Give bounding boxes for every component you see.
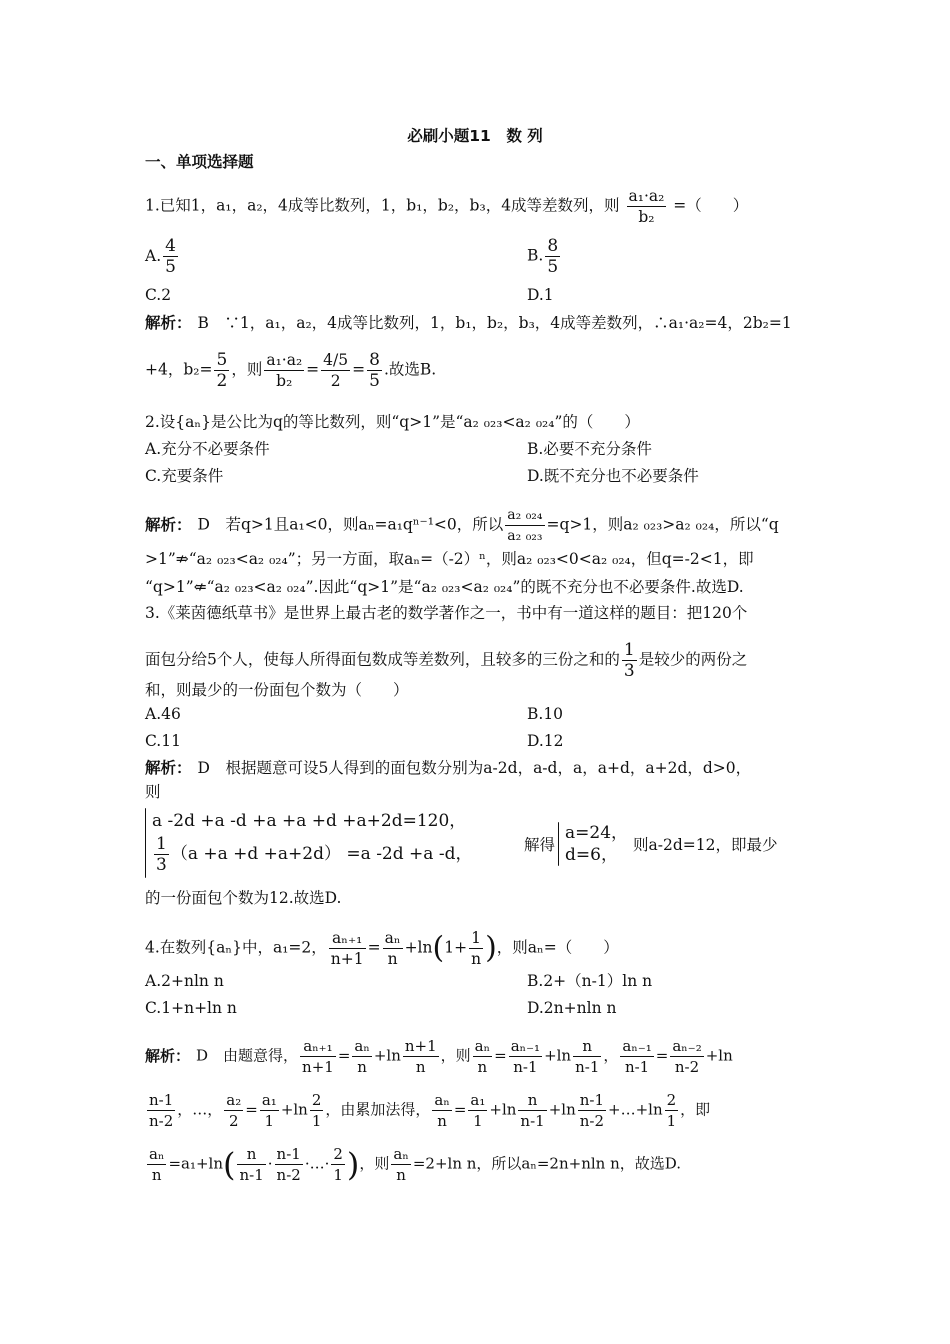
q3-analysis-after: 则a-2d=12，即最少 [633,836,778,854]
q4-an2-frac9 [665,1090,679,1131]
q4-an2-frac6 [468,1090,487,1131]
q4-an1-ln3: +ln [705,1046,733,1065]
q4-an1-frac5-num: aₙ₋₁ [510,1037,541,1055]
q2-analysis-text1b: =q>1，则a₂ ₀₂₃>a₂ ₀₂₄，所以“q [546,515,779,534]
q3-option-b[interactable]: B.10 [527,705,564,723]
q4-stem-a: 4.在数列{aₙ}中，a₁=2， [145,938,327,957]
q4-an2-frac9-den: 1 [666,1112,677,1130]
q4-stem-frac2 [383,928,403,969]
q4-analysis-line2: $\frac{n-1}{n-2}$ ，…， $\frac{\text{a₂}}{2}$ = $\frac{\text{a₁}}{1}$ +ln $\frac{2}{1}$ ，由累加法得， $\frac{\text{aₙ}}{n}$ = $\frac{\text{a₁}}{1}$ +ln $\frac{n}{n-1}$ +ln $\frac{n-1}{n-2}$ +…+ln $\frac{2}{1}$ ，即 [149,1091,711,1130]
q4-an1-frac2 [352,1036,371,1077]
q4-an2-frac6-num: a₁ [470,1091,486,1109]
q4-an3-text1: =a₁+ln [168,1154,223,1173]
q4-an2-frac1 [147,1090,175,1131]
q3-system-brace [145,808,146,878]
q1-analysis-text2: +4，b₂= [145,360,213,379]
q4-an3-frac5-den: n [396,1166,406,1184]
q1-stem-tail: =（ ） [673,196,749,215]
q4-an3-frac3-den: n-2 [276,1166,301,1184]
q1-analysis-frac3 [321,350,350,391]
q1-stem-text: 1.已知1，a₁，a₂，4成等比数列，1，b₁，b₂，b₃，4成等差数列，则 [145,196,620,215]
q1-analysis-frac2 [264,350,304,391]
q1-option-b-label: B. [527,246,544,265]
q4-an1-text3: ， [603,1046,619,1065]
q3-stem-line1: 3.《莱茵德纸草书》是世界上最古老的数学著作之一，书中有一道这样的题目：把120个 [145,604,748,622]
q4-an2-frac8-num: n-1 [579,1091,605,1109]
q4-stem-paren-open: ( [432,930,445,966]
q1-frac-num: a₁·a₂ [628,187,665,205]
q3-system-frac-num: 1 [156,834,167,854]
q4-an3-frac1-num: aₙ [149,1145,165,1163]
q4-an1-frac3-den: n [415,1058,426,1076]
q4-an1-frac3-num: n+1 [404,1037,437,1055]
q4-an1-frac5 [509,1036,542,1077]
q1-analysis-line1 [145,312,805,334]
q2-option-b[interactable]: B.必要不充分条件 [527,440,652,458]
q3-option-d[interactable]: D.12 [527,732,564,750]
q4-analysis-line3 [145,1144,805,1185]
q4-an2-frac9-num: 2 [666,1091,677,1109]
q1-stem [145,186,805,227]
q2-option-d[interactable]: D.既不充分也不必要条件 [527,467,699,485]
q4-stem-frac3 [469,928,483,969]
q1-option-a-num: 4 [165,236,176,256]
q3-analysis-line1 [145,757,805,779]
q3-stem-line3: 和，则最少的一份面包个数为（ ） [145,681,409,699]
q4-an1-text2: ，则 [440,1046,471,1065]
q4-an3-frac2 [237,1144,265,1185]
q3-system-eq2-text: （a +a +d +a+2d） =a -2d +a -d， [170,844,473,864]
q1-analysis-frac1-den: 2 [216,371,228,391]
q4-an3-frac4 [331,1144,345,1185]
q3-solution-brace [558,822,559,866]
q3-options-cd [145,730,805,752]
q4-an2-frac4-num: 2 [311,1091,322,1109]
q4-an2-frac3 [260,1090,279,1131]
q4-an2-frac8 [578,1090,606,1131]
q4-options-ab [145,970,805,992]
q1-analysis-frac1 [214,350,229,391]
q4-an1-frac4-den: n [477,1058,488,1076]
q4-stem [145,928,805,969]
q4-analysis-text1: D 由题意得， [196,1046,299,1065]
q4-an3-frac3 [275,1144,303,1185]
q4-stem-frac1-num: aₙ₊₁ [329,928,366,949]
q4-an2-ln2: +ln [489,1100,517,1119]
q3-stem-line2a: 面包分给5个人，使每人所得面包数成等差数列，且较多的三份之和的 [145,650,620,669]
q4-an3-frac4-num: 2 [333,1145,343,1163]
q3-option-a[interactable]: A.46 [145,705,181,723]
q4-an2-frac4-den: 1 [311,1112,322,1130]
q1-option-a-label: A. [145,246,162,265]
q4-an1-frac6-num: n [573,1036,601,1057]
q4-option-d[interactable]: D.2n+nln n [527,999,617,1017]
q1-fraction [627,186,667,227]
q3-solve-label: 解得 [524,836,556,854]
q4-an1-frac4 [473,1036,492,1077]
q4-analysis-line1: 解析： D 由题意得， $\frac{\text{aₙ₊₁}}{n+1}$ = $\frac{\text{aₙ}}{n}$ +ln $\frac{n+1}{n}$ ，则 $\frac{\text{aₙ}}{n}$ = $\frac{\text{aₙ₋₁}}{n-1}$ +ln $\frac{n}{n-1}$ ， $\frac{\text{aₙ₋₁}}{n-1}$ = $\frac{\text{aₙ₋₂}}{n-2}$ +ln [145,1037,733,1076]
q4-an1-ln1: +ln [373,1046,401,1065]
q4-an2-frac1-den: n-2 [149,1112,174,1130]
q4-an1-frac3 [403,1036,439,1077]
q1-analysis-frac4-den: 5 [369,371,380,391]
q4-an2-frac6-den: 1 [473,1112,483,1130]
q4-an1-frac8 [670,1036,703,1077]
q3-system-eq1: a -2d +a -d +a +a +d +a+2d=120， [152,811,467,831]
q4-an1-frac8-den: n-2 [674,1058,700,1076]
q3-stem-frac-num: 1 [623,640,635,660]
q4-an1-frac7-den: n-1 [624,1058,650,1076]
q4-an2-frac8-den: n-2 [579,1112,605,1130]
q1-frac-den: b₂ [638,208,655,226]
q2-stem: 2.设{aₙ}是公比为q的等比数列，则“q>1”是“a₂ ₀₂₃<a₂ ₀₂₄”的（ ） [145,413,640,431]
q3-analysis-end: 的一份面包个数为12.故选D. [145,889,342,907]
q1-option-d[interactable]: D.1 [527,286,554,304]
q2-analysis-frac-num: a₂ ₀₂₄ [505,505,544,526]
q1-option-a[interactable] [145,236,180,277]
q3-solution-d: d=6， [565,845,618,865]
q2-option-c[interactable]: C.充要条件 [145,467,224,485]
q4-an2-frac3-num: a₁ [261,1091,277,1109]
q4-an1-ln2: +ln [544,1046,572,1065]
q4-an2-frac5-den: n [437,1112,447,1130]
q4-an2-ln1: +ln [280,1100,308,1119]
q3-solution-a: a=24， [565,823,629,843]
q1-analysis-text3: ，则 [231,360,263,379]
q4-an2-frac5 [432,1090,451,1131]
q4-an1-frac1 [300,1036,336,1077]
q1-option-b-den: 5 [547,257,559,277]
q4-an2-frac4 [310,1090,324,1131]
q1-analysis-frac2-num: a₁·a₂ [266,351,303,369]
q4-stem-frac3-num: 1 [469,928,483,949]
q4-an3-text2: ，则 [359,1154,390,1173]
q4-an3-frac5-num: aₙ [393,1145,409,1163]
q4-an1-frac6 [573,1036,601,1077]
q4-options-cd [145,997,805,1019]
q4-an2-frac2-num: a₂ [226,1091,242,1109]
q4-stem-frac1-den: n+1 [330,950,364,968]
q4-an3-frac4-den: 1 [333,1166,343,1184]
q2-analysis-line3: “q>1”⇍“a₂ ₀₂₃<a₂ ₀₂₄”.因此“q>1”是“a₂ ₀₂₃<a₂ ₀₂₄”的既不充分也不必要条件.故选D. [145,578,744,596]
q4-an3-frac1-den: n [151,1166,162,1184]
q4-an3-dot: · [267,1154,273,1173]
q4-stem-frac1 [329,928,366,969]
q3-analysis-text1: D 根据题意可设5人得到的面包数分别为a-2d，a-d，a，a+d，a+2d，d>0， [197,759,752,777]
q2-analysis-label: 解析： [145,515,192,534]
q2-options-ab [145,438,805,460]
q4-an1-frac7-num: aₙ₋₁ [622,1037,652,1055]
q4-an1-frac4-num: aₙ [474,1037,491,1055]
q4-stem-one-plus: 1+ [444,938,468,957]
q2-analysis-text1a: D 若q>1且a₁<0，则aₙ=a₁qⁿ⁻¹<0，所以 [197,515,504,534]
q4-an2-frac1-num: n-1 [149,1091,174,1109]
q4-an2-frac5-num: aₙ [434,1091,450,1109]
q4-an1-frac8-num: aₙ₋₂ [672,1037,702,1055]
q4-an2-frac7-den: n-1 [520,1112,545,1130]
q4-an2-frac7 [518,1090,546,1131]
q3-stem-frac-den: 3 [623,661,635,681]
q4-an2-frac3-den: 1 [264,1112,275,1130]
q4-stem-frac3-den: n [471,950,482,968]
q4-an2-text2: ，由累加法得， [325,1100,431,1119]
q4-an3-paren-close: ) [346,1145,360,1184]
q4-an3-text3: =2+ln n，所以aₙ=2n+nln n，故选D. [412,1154,682,1173]
q3-stem-line2 [145,640,805,681]
q1-analysis-text1: B ∵1，a₁，a₂，4成等比数列，1，b₁，b₂，b₃，4成等差数列，∴a₁·a₂=4，2b₂=1 [197,314,792,332]
q3-stem-frac [622,640,637,681]
section-heading: 一、单项选择题 [145,153,254,171]
q4-an2-text1: ，…， [177,1100,223,1119]
q1-options-cd [145,284,805,306]
q1-option-b[interactable] [527,236,562,277]
q4-an1-frac7 [620,1036,653,1077]
q4-analysis-label: 解析： [145,1046,191,1065]
q1-analysis-end: .故选B. [383,360,437,379]
q2-analysis-line2: >1”⇏“a₂ ₀₂₃<a₂ ₀₂₄”；另一方面，取aₙ=（-2）ⁿ，则a₂ ₀₂₃<0<a₂ ₀₂₄，但q=-2<1，即 [145,550,754,568]
q2-analysis-frac [505,505,544,546]
q3-option-c[interactable]: C.11 [145,732,181,750]
q4-option-a[interactable]: A.2+nln n [145,972,224,990]
q4-an2-text3: ，即 [680,1100,711,1119]
q4-an2-ln3: +ln [548,1100,576,1119]
q4-an3-frac2-num: n [237,1144,265,1165]
q4-stem-eq: = [367,938,381,957]
q4-option-b[interactable]: B.2+（n-1）ln n [527,972,653,990]
q4-an2-frac2-den: 2 [229,1112,239,1130]
q4-an1-frac5-den: n-1 [513,1058,538,1076]
page-title: 必刷小题11 数 列 [407,127,543,145]
q4-an2-dots: +…+ln [608,1100,663,1119]
q2-analysis-frac-den: a₂ ₀₂₃ [507,528,543,544]
q1-analysis-frac4 [367,350,382,391]
q4-an2-frac2 [224,1090,243,1131]
q4-option-c[interactable]: C.1+n+ln n [145,999,237,1017]
q4-an2-frac7-num: n [518,1090,546,1111]
q1-analysis-frac4-num: 8 [369,350,380,370]
q1-option-b-frac [545,236,560,277]
q1-analysis-frac2-den: b₂ [276,372,293,390]
q2-analysis-line1 [145,505,805,546]
q4-an3-frac2-den: n-1 [239,1166,264,1184]
q1-option-c[interactable]: C.2 [145,286,172,304]
q4-an1-frac2-num: aₙ [354,1037,370,1055]
q4-stem-paren-close: ) [485,930,497,966]
q4-an1-frac1-num: aₙ₊₁ [300,1036,336,1057]
q1-analysis-frac3-num: 4/5 [323,351,349,369]
q3-analysis-line2: 则 [145,783,161,801]
q4-an1-frac6-den: n-1 [575,1058,600,1076]
q1-option-a-frac [163,236,178,277]
q4-an3-dots: ·…· [304,1154,330,1173]
q4-an3-frac5 [391,1144,410,1185]
q3-options-ab [145,703,805,725]
q3-system-frac-den: 3 [156,855,167,875]
q4-stem-ln: +ln [404,938,433,957]
q1-analysis-frac1-num: 5 [216,350,228,370]
q4-an3-paren-open: ( [223,1145,236,1184]
q4-stem-frac2-num: aₙ [384,929,401,947]
q4-an1-frac1-den: n+1 [302,1058,334,1076]
q4-an1-frac2-den: n [357,1058,367,1076]
q1-analysis-label: 解析： [145,314,192,332]
q1-option-b-num: 8 [547,236,559,256]
q1-option-a-den: 5 [165,257,176,277]
q4-stem-b: ，则aₙ=（ ） [496,938,619,957]
q2-options-cd [145,465,805,487]
q3-analysis-label: 解析： [145,759,192,777]
q3-system-frac [154,834,169,875]
q1-options-ab [145,236,805,277]
q2-option-a[interactable]: A.充分不必要条件 [145,440,270,458]
q4-an3-frac1 [147,1144,166,1185]
q4-an3-frac3-num: n-1 [276,1145,301,1163]
q1-analysis-frac3-den: 2 [330,372,341,390]
q3-stem-line2b: 是较少的两份之 [638,650,748,669]
q4-stem-frac2-den: n [387,950,398,968]
q1-analysis-line2: +4，b₂= $\frac{5}{2}$ ，则 $\frac{\text{a₁·a₂}}{\text{b₂}}$ = $\frac{4/5}{2}$ = $\frac{8}{5}$ .故选B. [145,350,437,391]
